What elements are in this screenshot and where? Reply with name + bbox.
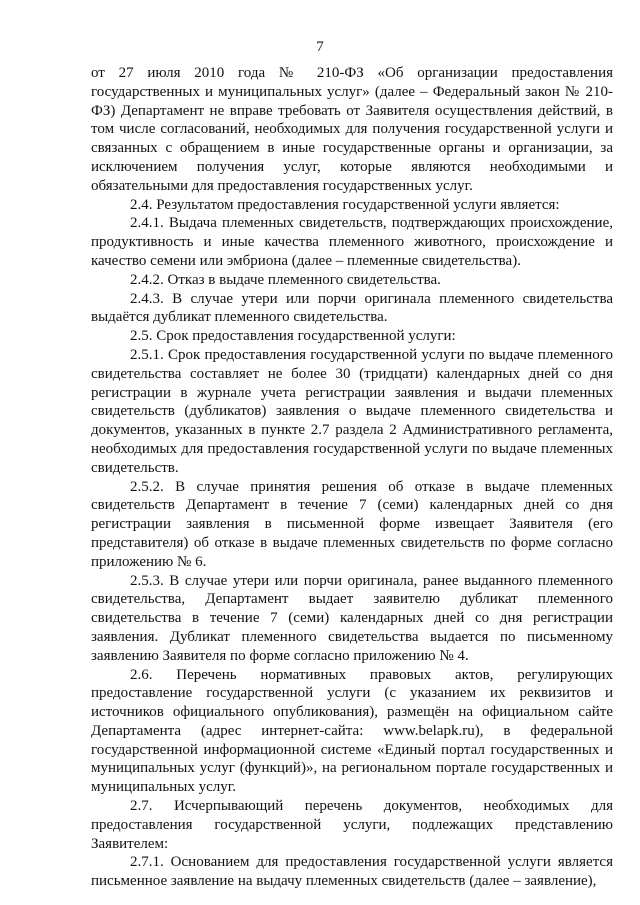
- paragraph: 2.4.2. Отказ в выдаче племенного свидетельства.: [130, 271, 441, 288]
- paragraph: 2.4. Результатом предоставления государственной услуги является:: [130, 196, 560, 213]
- paragraph: 2.5. Срок предоставления государственной услуги:: [130, 328, 456, 345]
- paragraph: 2.5.3. В случае утери или порчи оригинала, ранее выданного племенного свидетельства, Департамент выдает заявителю дубликат племенного свидетельства в течение 7 (семи) календарных дней со дня регистрации заявления. Дубликат племенного свидетельства выдается по письменному заявлению Заявителя по форме согласно приложению № 4.: [91, 572, 613, 664]
- paragraph: 2.4.1. Выдача племенных свидетельств, подтверждающих происхождение, продуктивность и иные качества племенного животного, происхождение и качество семени или эмбриона (далее – племенные свидетельства).: [91, 215, 613, 269]
- paragraph: 2.4.3. В случае утери или порчи оригинала племенного свидетельства выдаётся дубликат племенного свидетельства.: [91, 290, 613, 326]
- document-body: [91, 64, 613, 891]
- paragraph: 2.5.2. В случае принятия решения об отказе в выдаче племенных свидетельств Департамент в течение 7 (семи) календарных дней со дня регистрации заявления в письменной форме извещает Заявителя (его представителя) об отказе в выдаче племенных свидетельств по форме согласно приложению № 6.: [91, 478, 613, 570]
- paragraph: от 27 июля 2010 года № 210-ФЗ «Об организации предоставления государственных и муниципальных услуг» (далее – Федеральный закон № 210-ФЗ) Департамент не вправе требовать от Заявителя осуществления действий, в том числе согласований, необходимых для получения государственной услуги и связанных с обращением в иные государственные органы и организации, за исключением получения услуг, которые являются необходимыми и обязательными для предоставления государственных услуг.: [91, 65, 613, 194]
- paragraph: 2.7. Исчерпывающий перечень документов, необходимых для предоставления государственной услуги, подлежащих представлению Заявителем:: [91, 798, 613, 852]
- paragraph: 2.6. Перечень нормативных правовых актов, регулирующих предоставление государственной услуги (с указанием их реквизитов и источников официального опубликования), размещён на официальном сайте Департамента (адрес интернет-сайта: www.belapk.ru), в федеральной государственной информационной системе «Единый портал государственных и муниципальных услуг (функций)», на региональном портале государственных и муниципальных услуг.: [91, 666, 613, 796]
- page-number: 7: [316, 39, 324, 55]
- paragraph: 2.7.1. Основанием для предоставления государственной услуги является письменное заявление на выдачу племенных свидетельств (далее – заявление),: [91, 854, 613, 890]
- paragraph: 2.5.1. Срок предоставления государственной услуги по выдаче племенного свидетельства составляет не более 30 (тридцати) календарных дней со дня регистрации в журнале учета регистрации заявления и выдачи племенных свидетельств (дубликатов) заявления о выдаче племенного свидетельства и документов, указанных в пункте 2.7 раздела 2 Административного регламента, необходимых для предоставления государственной услуги по выдаче племенных свидетельств.: [91, 346, 613, 476]
